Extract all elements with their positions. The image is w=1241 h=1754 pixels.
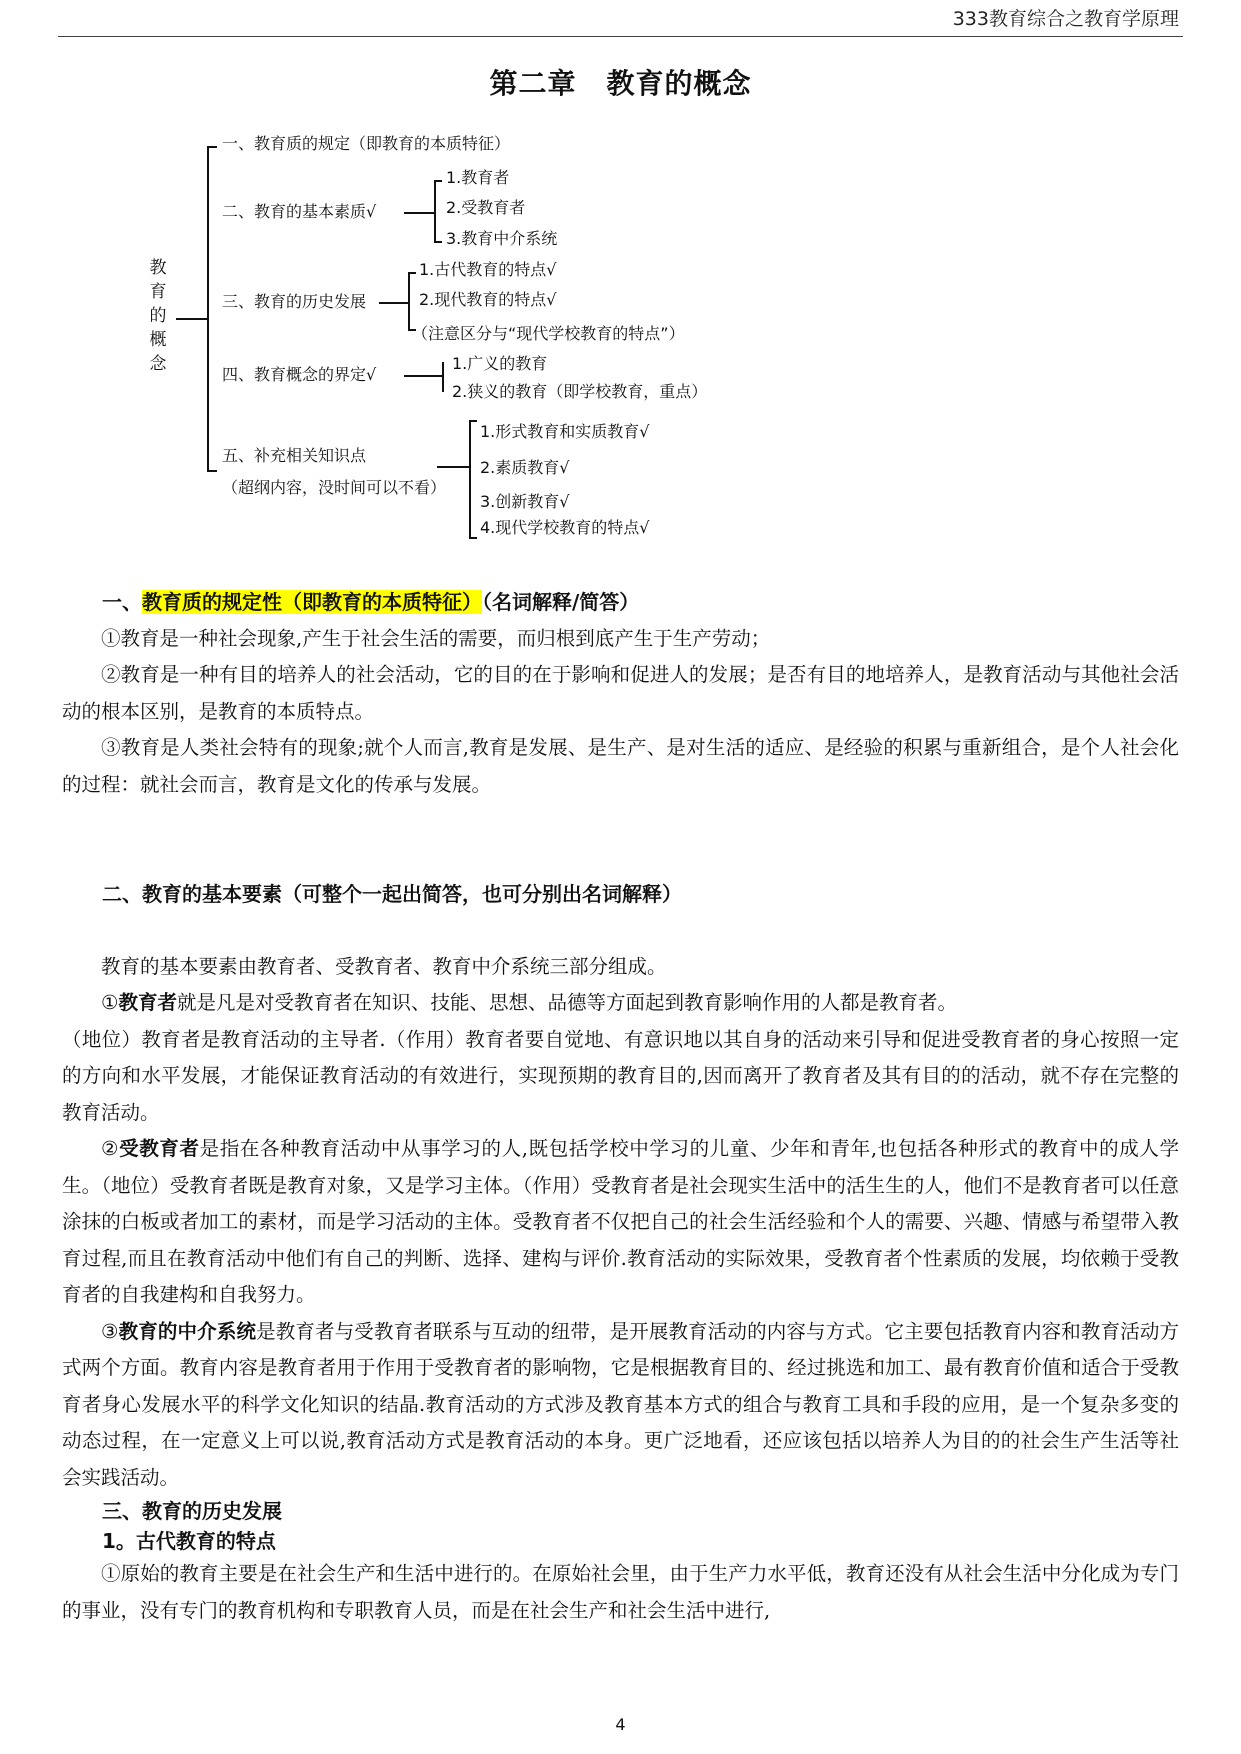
outline-item-1: 一、教育质的规定（即教育的本质特征） [222, 134, 511, 153]
paragraph-text: 是指在各种教育活动中从事学习的人,既包括学校中学习的儿童、少年和青年,也包括各种形式的教育中的成人学生。（地位）受教育者既是教育对象，又是学习主体。（作用）受教育者是社会现实生活中的活生生的人，他们不是教育者可以任意涂抹的白板或者加工的素材，而是学习活动的主体。受教育者不仅把自己的社会生活经验和个人的需要、兴趣、情感与希望带入教育过程,而且在教育活动中他们有自己的判断、选择、建构与评价.教育活动的实际效果，受教育者个性素质的发展，均依赖于受教育者的自我建构和自我努力。 [62, 1137, 1179, 1306]
paragraph: ①原始的教育主要是在社会生产和生活中进行的。在原始社会里，由于生产力水平低，教育还没有从社会生活中分化成为专门的事业，没有专门的教育机构和专职教育人员，而是在社会生产和社会生活中进行, [62, 1562, 1179, 1622]
connector-line [408, 272, 416, 274]
outline-subitem: 1.广义的教育 [452, 354, 548, 373]
connector-line [442, 362, 444, 392]
connector-line [379, 302, 408, 304]
paragraph [62, 1131, 1179, 1314]
section-3-subheading: 1。古代教育的特点 [102, 1529, 276, 1553]
outline-item-5: 五、补充相关知识点 [222, 446, 367, 465]
body-content [62, 584, 1179, 1629]
connector-line [469, 537, 477, 539]
chapter-outline-diagram [0, 0, 1241, 560]
section-1-prefix: 一、 [102, 590, 142, 614]
outline-subitem: 2.现代教育的特点√ [419, 290, 557, 309]
paragraph [62, 1314, 1179, 1497]
paragraph: ②教育是一种有目的培养人的社会活动，它的目的在于影响和促进人的发展；是否有目的地培养人，是教育活动与其他社会活动的根本区别，是教育的本质特点。 [62, 663, 1179, 723]
connector-line [434, 180, 436, 242]
section-1-heading [62, 584, 1179, 621]
paragraph-text: 就是凡是对受教育者在知识、技能、思想、品德等方面起到教育影响作用的人都是教育者。 [177, 991, 958, 1014]
connector-line [408, 272, 410, 330]
paragraph: ③教育是人类社会特有的现象;就个人而言,教育是发展、是生产、是对生活的适应、是经验的积累与重新组合，是个人社会化的过程：就社会而言，教育是文化的传承与发展。 [62, 736, 1179, 796]
outline-subitem: 2.狭义的教育（即学校教育，重点） [452, 382, 708, 401]
outline-subitem: 2.素质教育√ [480, 458, 570, 477]
outline-subitem: 1.古代教育的特点√ [419, 260, 557, 279]
connector-line [404, 375, 442, 377]
outline-subitem: 1.形式教育和实质教育√ [480, 422, 650, 441]
connector-line [207, 146, 217, 148]
outline-subitem: 2.受教育者 [446, 198, 526, 217]
term-learner: 受教育者 [119, 1137, 200, 1160]
chapter-name: 教育的概念 [606, 67, 752, 100]
outline-root-char: 概 [149, 330, 167, 350]
outline-root-char: 念 [149, 354, 167, 374]
paragraph-text: 是教育者与受教育者联系与互动的纽带，是开展教育活动的内容与方式。它主要包括教育内容和教育活动方式两个方面。教育内容是教育者用于作用于受教育者的影响物，它是根据教育目的、经过挑选和加工、最有教育价值和适合于受教育者身心发展水平的科学文化知识的结晶.教育活动的方式涉及教育基本方式的组合与教育工具和手段的应用，是一个复杂多变的动态过程，在一定意义上可以说,教育活动方式是教育活动的本身。更广泛地看，还应该包括以培养人为目的的社会生产生活等社会实践活动。 [62, 1319, 1179, 1489]
list-marker: ② [101, 1137, 120, 1160]
connector-line [207, 470, 217, 472]
paragraph [62, 985, 1179, 1022]
list-marker: ① [101, 991, 119, 1014]
highlighted-text: 教育质的规定性（即教育的本质特征） [142, 590, 482, 614]
connector-line [434, 180, 442, 182]
running-header: 333教育综合之教育学原理 [952, 8, 1179, 30]
connector-line [469, 420, 477, 422]
term-intermediary-system: 教育的中介系统 [118, 1319, 257, 1343]
spacer [62, 913, 1179, 949]
paragraph: 教育的基本要素由教育者、受教育者、教育中介系统三部分组成。 [101, 954, 667, 978]
outline-subitem: 1.教育者 [446, 168, 510, 187]
connector-line [434, 241, 442, 243]
connector-line [404, 212, 434, 214]
term-educator: 教育者 [118, 991, 177, 1014]
spacer [62, 803, 1179, 876]
outline-subitem: 3.创新教育√ [480, 492, 570, 511]
section-2-heading: 二、教育的基本要素（可整个一起出简答，也可分别出名词解释） [102, 882, 682, 906]
outline-note: （超纲内容，没时间可以不看） [222, 478, 447, 497]
outline-root-char: 教 [149, 258, 167, 278]
connector-line [437, 466, 469, 468]
outline-root-char: 育 [149, 282, 167, 302]
outline-subitem: 4.现代学校教育的特点√ [480, 518, 650, 537]
outline-subitem: 3.教育中介系统 [446, 229, 558, 248]
paragraph: ①教育是一种社会现象,产生于社会生活的需要，而归根到底产生于生产劳动； [101, 626, 771, 650]
outline-root-char: 的 [149, 306, 167, 326]
chapter-label: 第二章 [489, 67, 577, 100]
connector-line [176, 318, 208, 320]
outline-item-4: 四、教育概念的界定√ [222, 365, 377, 384]
outline-root [148, 256, 168, 376]
connector-line [469, 420, 471, 538]
page-number: 4 [615, 1715, 626, 1734]
section-3-heading: 三、教育的历史发展 [102, 1499, 282, 1523]
section-1-suffix: （名词解释/简答） [482, 590, 640, 614]
outline-item-2: 二、教育的基本素质√ [222, 202, 377, 221]
connector-line [207, 146, 209, 470]
list-marker: ③ [101, 1319, 119, 1343]
outline-note: （注意区分与“现代学校教育的特点”） [412, 324, 685, 343]
outline-item-3: 三、教育的历史发展 [222, 292, 367, 311]
paragraph: （地位）教育者是教育活动的主导者.（作用）教育者要自觉地、有意识地以其自身的活动来引导和促进受教育者的身心按照一定的方向和水平发展，才能保证教育活动的有效进行，实现预期的教育目的,因而离开了教育者及其有目的的活动，就不存在完整的教育活动。 [62, 1027, 1179, 1124]
